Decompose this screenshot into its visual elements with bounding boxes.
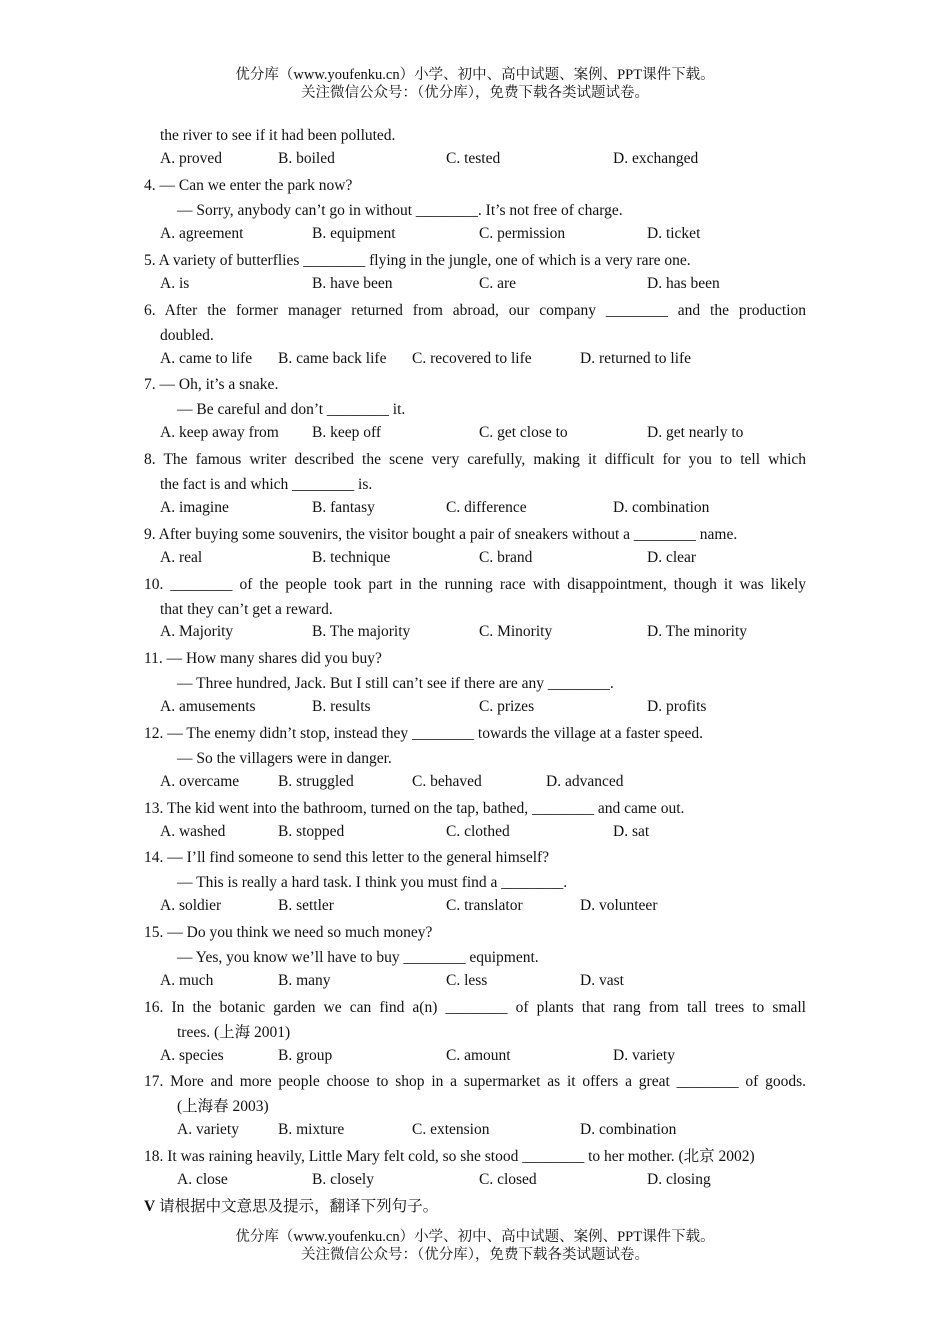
- q10-option-c: C. Minority: [479, 623, 553, 640]
- page-header: [0, 66, 950, 102]
- header-line-1: 优分库（www.youfenku.cn）小学、初中、高中试题、案例、PPT课件下载。: [235, 67, 715, 83]
- q6-option-a: A. came to life: [160, 350, 253, 367]
- q14-option-a: A. soldier: [160, 897, 222, 914]
- q14-reply: — This is really a hard task. I think you must find a ________.: [177, 874, 568, 891]
- q17-option-b: B. mixture: [278, 1121, 345, 1138]
- q4-reply: — Sorry, anybody can’t go in without ________. It’s not free of charge.: [177, 202, 623, 219]
- q6-continuation: doubled.: [160, 327, 214, 344]
- q10-continuation: that they can’t get a reward.: [160, 601, 333, 618]
- q14-option-d: D. volunteer: [580, 897, 658, 914]
- q10-question: 10. ________ of the people took part in the running race with disappointment, though it was likely: [144, 576, 806, 593]
- q9-option-c: C. brand: [479, 549, 533, 566]
- q9-option-d: D. clear: [647, 549, 697, 566]
- q8-option-b: B. fantasy: [312, 499, 375, 516]
- q11-option-c: C. prizes: [479, 698, 535, 715]
- q18-option-c: C. closed: [479, 1171, 537, 1188]
- q8-continuation: the fact is and which ________ is.: [160, 476, 373, 493]
- q15-option-a: A. much: [160, 972, 214, 989]
- q11-reply: — Three hundred, Jack. But I still can’t see if there are any ________.: [177, 675, 614, 692]
- q12-option-c: C. behaved: [412, 773, 482, 790]
- q13-option-a: A. washed: [160, 823, 226, 840]
- q14-question: 14. — I’ll find someone to send this letter to the general himself?: [144, 849, 550, 866]
- q17-question: 17. More and more people choose to shop in a supermarket as it offers a great ________ of goods.: [144, 1073, 806, 1090]
- q16-continuation: trees. (上海 2001): [177, 1024, 291, 1041]
- q8-option-a: A. imagine: [160, 499, 229, 516]
- q10-option-a: A. Majority: [160, 623, 234, 640]
- q10-option-b: B. The majority: [312, 623, 411, 640]
- q4-option-b: B. equipment: [312, 225, 396, 242]
- q17-option-c: C. extension: [412, 1121, 490, 1138]
- q12-option-d: D. advanced: [546, 773, 624, 790]
- q12-reply: — So the villagers were in danger.: [177, 750, 392, 767]
- q7-option-b: B. keep off: [312, 424, 382, 441]
- q8-option-d: D. combination: [613, 499, 710, 516]
- q17-option-d: D. combination: [580, 1121, 677, 1138]
- q9-option-b: B. technique: [312, 549, 391, 566]
- q14-option-c: C. translator: [446, 897, 523, 914]
- q6-option-d: D. returned to life: [580, 350, 692, 367]
- q7-question: 7. — Oh, it’s a snake.: [144, 376, 279, 393]
- q5-option-c: C. are: [479, 275, 517, 292]
- section-v-instruction: 请根据中文意思及提示，翻译下列句子。: [155, 1198, 439, 1215]
- q7-reply: — Be careful and don’t ________ it.: [177, 401, 406, 418]
- q6-option-b: B. came back life: [278, 350, 387, 367]
- q4-question: 4. — Can we enter the park now?: [144, 177, 353, 194]
- q7-option-d: D. get nearly to: [647, 424, 744, 441]
- q7-option-c: C. get close to: [479, 424, 568, 441]
- q15-question: 15. — Do you think we need so much money?: [144, 924, 433, 941]
- q17-continuation: (上海春 2003): [177, 1098, 269, 1115]
- q8-option-c: C. difference: [446, 499, 527, 516]
- q15-reply: — Yes, you know we’ll have to buy ________ equipment.: [177, 949, 539, 966]
- q15-option-c: C. less: [446, 972, 488, 989]
- q11-option-a: A. amusements: [160, 698, 256, 715]
- q12-option-b: B. struggled: [278, 773, 354, 790]
- q3-continuation: the river to see if it had been polluted.: [160, 127, 396, 144]
- q18-option-a: A. close: [177, 1171, 228, 1188]
- q16-option-d: D. variety: [613, 1047, 675, 1064]
- footer-line-1: 优分库（www.youfenku.cn）小学、初中、高中试题、案例、PPT课件下载。: [235, 1229, 715, 1245]
- q12-question: 12. — The enemy didn’t stop, instead they ________ towards the village at a faster speed.: [144, 725, 704, 742]
- q18-question: 18. It was raining heavily, Little Mary felt cold, so she stood ________ to her mother. (北京 2002): [144, 1148, 755, 1165]
- q17-option-a: A. variety: [177, 1121, 239, 1138]
- q16-question: 16. In the botanic garden we can find a(n) ________ of plants that rang from tall trees to small: [144, 999, 806, 1016]
- q16-option-b: B. group: [278, 1047, 333, 1064]
- footer-line-2: 关注微信公众号：（优分库），免费下载各类试题试卷。: [301, 1247, 649, 1263]
- q18-option-b: B. closely: [312, 1171, 374, 1188]
- q11-option-b: B. results: [312, 698, 371, 715]
- q10-option-d: D. The minority: [647, 623, 748, 640]
- q5-option-a: A. is: [160, 275, 190, 292]
- q15-option-d: D. vast: [580, 972, 624, 989]
- q3-option-a: A. proved: [160, 150, 222, 167]
- q11-question: 11. — How many shares did you buy?: [144, 650, 382, 667]
- q13-option-d: D. sat: [613, 823, 650, 840]
- q18-option-d: D. closing: [647, 1171, 711, 1188]
- header-line-2: 关注微信公众号：（优分库），免费下载各类试题试卷。: [301, 85, 649, 101]
- section-v-heading: [144, 1196, 438, 1218]
- q5-option-d: D. has been: [647, 275, 720, 292]
- q9-option-a: A. real: [160, 549, 203, 566]
- q15-option-b: B. many: [278, 972, 331, 989]
- q3-option-d: D. exchanged: [613, 150, 699, 167]
- q3-option-b: B. boiled: [278, 150, 335, 167]
- q8-question: 8. The famous writer described the scene very carefully, making it difficult for you to tell which: [144, 451, 806, 468]
- q13-option-c: C. clothed: [446, 823, 510, 840]
- q3-option-c: C. tested: [446, 150, 501, 167]
- q14-option-b: B. settler: [278, 897, 334, 914]
- q16-option-a: A. species: [160, 1047, 224, 1064]
- page-footer: [0, 1228, 950, 1264]
- q11-option-d: D. profits: [647, 698, 707, 715]
- q16-option-c: C. amount: [446, 1047, 511, 1064]
- section-v-numeral: V: [144, 1198, 156, 1215]
- q4-option-c: C. permission: [479, 225, 566, 242]
- q12-option-a: A. overcame: [160, 773, 240, 790]
- q6-question: 6. After the former manager returned from abroad, our company ________ and the production: [144, 302, 806, 319]
- q6-option-c: C. recovered to life: [412, 350, 532, 367]
- q13-question: 13. The kid went into the bathroom, turned on the tap, bathed, ________ and came out.: [144, 800, 685, 817]
- q7-option-a: A. keep away from: [160, 424, 279, 441]
- q9-question: 9. After buying some souvenirs, the visitor bought a pair of sneakers without a ________ name.: [144, 526, 738, 543]
- q5-option-b: B. have been: [312, 275, 393, 292]
- q5-question: 5. A variety of butterflies ________ flying in the jungle, one of which is a very rare one.: [144, 252, 691, 269]
- q4-option-d: D. ticket: [647, 225, 701, 242]
- q13-option-b: B. stopped: [278, 823, 345, 840]
- q4-option-a: A. agreement: [160, 225, 244, 242]
